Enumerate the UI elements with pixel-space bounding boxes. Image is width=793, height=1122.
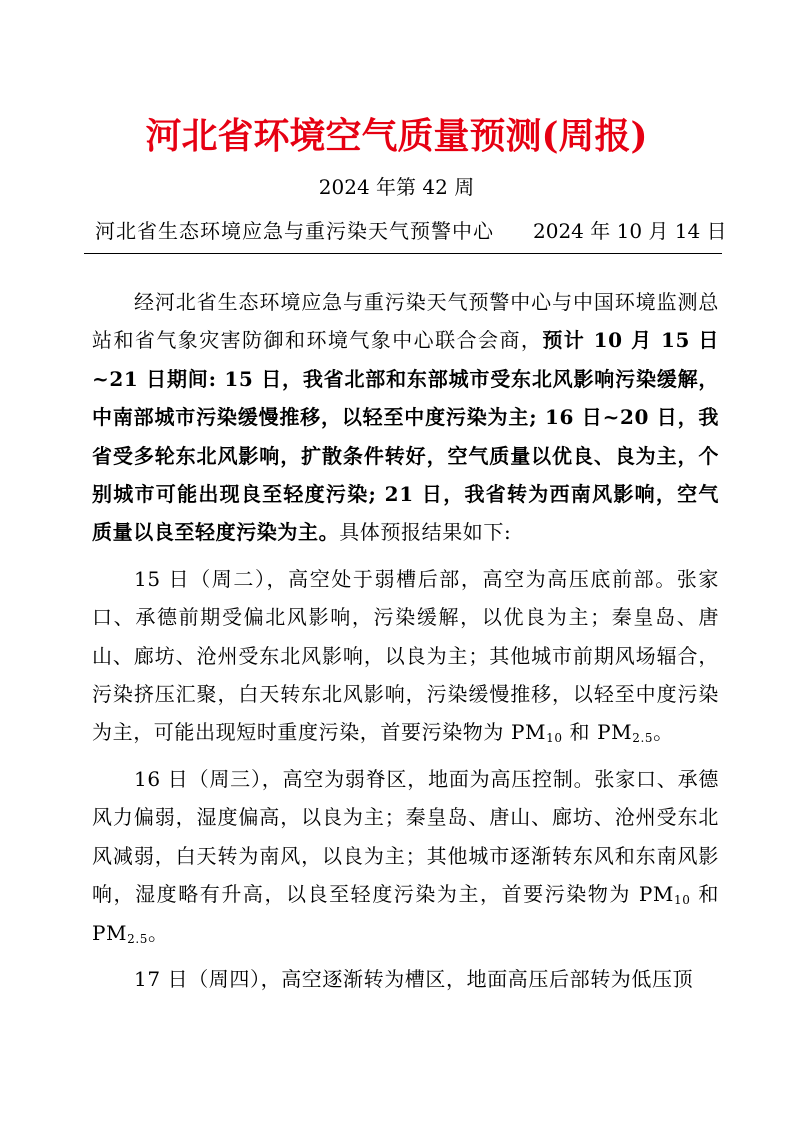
pollutant-subscript: 2.5 [632,731,654,746]
intro-lead: 经河北省生态环境应急与重污染天气预警中心与中国环境监测总站和省气象灾害防御和环境气象中心联合会商， [92,290,719,353]
pollutant-subscript: 2.5 [127,931,149,946]
pollutant-subscript: 10 [546,731,563,746]
pollutant-pm: PM [92,920,128,945]
issue-number: 2024 年第 42 周 [318,175,475,199]
header-divider [84,253,722,254]
intro-paragraph [92,283,719,552]
conjunction: 和 [690,882,719,907]
day-text: 16 日（周三），高空为弱脊区，地面为高压控制。张家口、承德风力偏弱，湿度偏高，以良为主；秦皇岛、唐山、廊坊、沧州受东北风减弱，白天转为南风，以良为主；其他城市逐渐转东风和东南风影响，湿度略有升高，以良至轻度污染为主，首要污染物为 [92,766,719,907]
pollutant-pm: PM [510,720,547,745]
intro-tail: 具体预报结果如下: [339,520,512,545]
day-text: 15 日（周二），高空处于弱槽后部，高空为高压底前部。张家口、承德前期受偏北风影响，污染缓解，以优良为主；秦皇岛、唐山、廊坊、沧州受东北风影响，以良为主；其他城市前期风场辐合，污染挤压汇聚，白天转东北风影响，污染缓慢推移，以轻至中度污染为主，可能出现短时重度污染，首要污染物为 [92,566,719,745]
sentence-end: 。 [148,920,169,945]
pollutant-pm: PM [638,882,674,907]
issue-date: 2024 年 10 月 14 日 [533,219,727,243]
day-paragraph-17 [92,960,719,998]
day-paragraph-16 [92,760,719,952]
page-title: 河北省环境空气质量预测(周报) [145,115,648,157]
pollutant-pm: PM [597,720,633,745]
issuer: 河北省生态环境应急与重污染天气预警中心 [95,219,494,243]
day-paragraph-15 [92,560,719,752]
sentence-end: 。 [653,720,674,745]
pollutant-subscript: 10 [673,893,691,908]
day-text: 17 日（周四），高空逐渐转为槽区，地面高压后部转为低压顶 [134,966,694,991]
conjunction: 和 [562,720,598,745]
document-body [92,283,719,1006]
intro-forecast-summary: 预计 10 月 15 日~21 日期间: 15 日，我省北部和东部城市受东北风影响污染缓解，中南部城市污染缓慢推移，以轻至中度污染为主; 16 日~20 日，我省受多轮东北风影响，扩散条件转好，空气质量以优良、良为主，个别城市可能出现良至轻度污染; 21 日，我省转为西南风影响，空气质量以良至轻度污染为主。 [92,328,719,545]
